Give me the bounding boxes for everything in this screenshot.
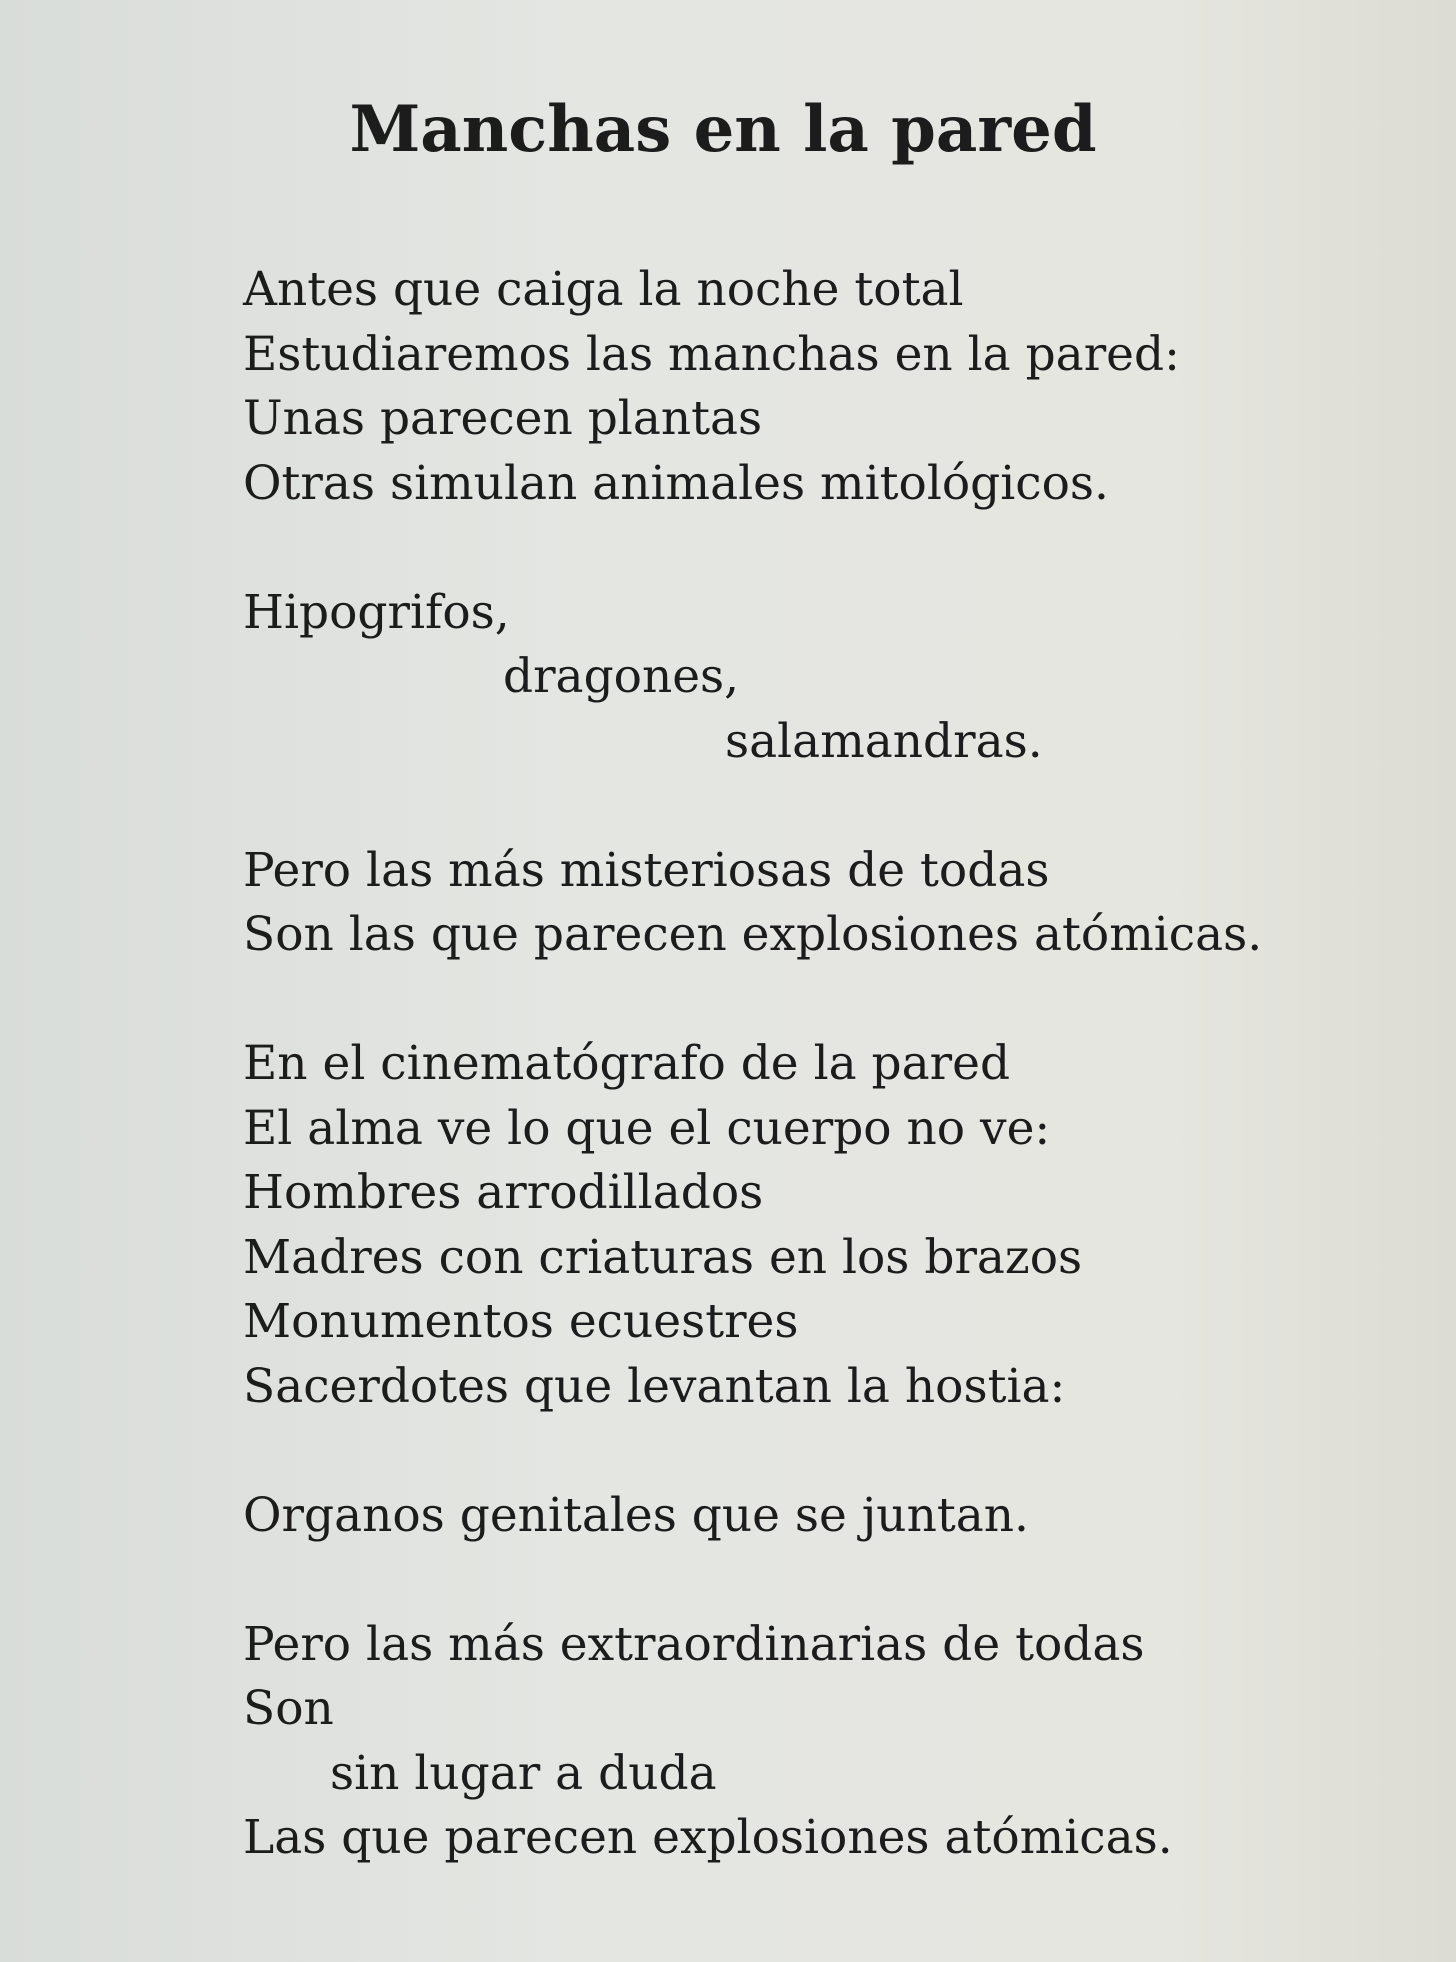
stanza-break	[243, 516, 1393, 581]
poem-line: Hipogrifos,	[243, 584, 510, 640]
poem-line: salamandras.	[725, 713, 1043, 769]
stanza	[243, 1613, 1393, 1871]
poem-line: Pero las más misteriosas de todas	[243, 842, 1050, 898]
stanza	[243, 258, 1393, 516]
poem-title: Manchas en la pared	[349, 92, 1097, 167]
poem-line: Antes que caiga la noche total	[243, 262, 964, 317]
stanza-break	[243, 968, 1393, 1033]
poem-line: Estudiaremos las manchas en la pared:	[243, 326, 1180, 382]
stanza	[243, 839, 1393, 968]
poem-line: Son las que parecen explosiones atómicas.	[243, 907, 1263, 962]
poem-line: Sacerdotes que levantan la hostia:	[243, 1358, 1066, 1414]
stanza	[243, 1032, 1393, 1419]
poem-line: Las que parecen explosiones atómicas.	[243, 1810, 1173, 1865]
poem-line: En el cinematógrafo de la pared	[243, 1036, 1011, 1091]
poem-line: Otras simulan animales mitológicos.	[243, 455, 1109, 511]
stanza-break	[243, 774, 1393, 839]
poem-line: Organos genitales que se juntan.	[243, 1487, 1029, 1543]
stanza	[243, 1484, 1393, 1549]
stanza	[243, 581, 1393, 775]
poem-line: Hombres arrodillados	[243, 1165, 764, 1220]
poem-line: Pero las más extraordinarias de todas	[243, 1616, 1145, 1672]
poem-line: Madres con criaturas en los brazos	[243, 1229, 1083, 1285]
poem-line: Unas parecen plantas	[243, 391, 763, 446]
stanza-break	[243, 1419, 1393, 1484]
poem-line: Son	[243, 1681, 334, 1736]
poem-line: El alma ve lo que el cuerpo no ve:	[243, 1100, 1051, 1156]
poem-line: Monumentos ecuestres	[243, 1294, 799, 1349]
poem-line: dragones,	[503, 649, 740, 704]
stanza-break	[243, 1548, 1393, 1613]
poem-body	[243, 258, 1393, 1871]
poem-line: sin lugar a duda	[330, 1745, 717, 1801]
